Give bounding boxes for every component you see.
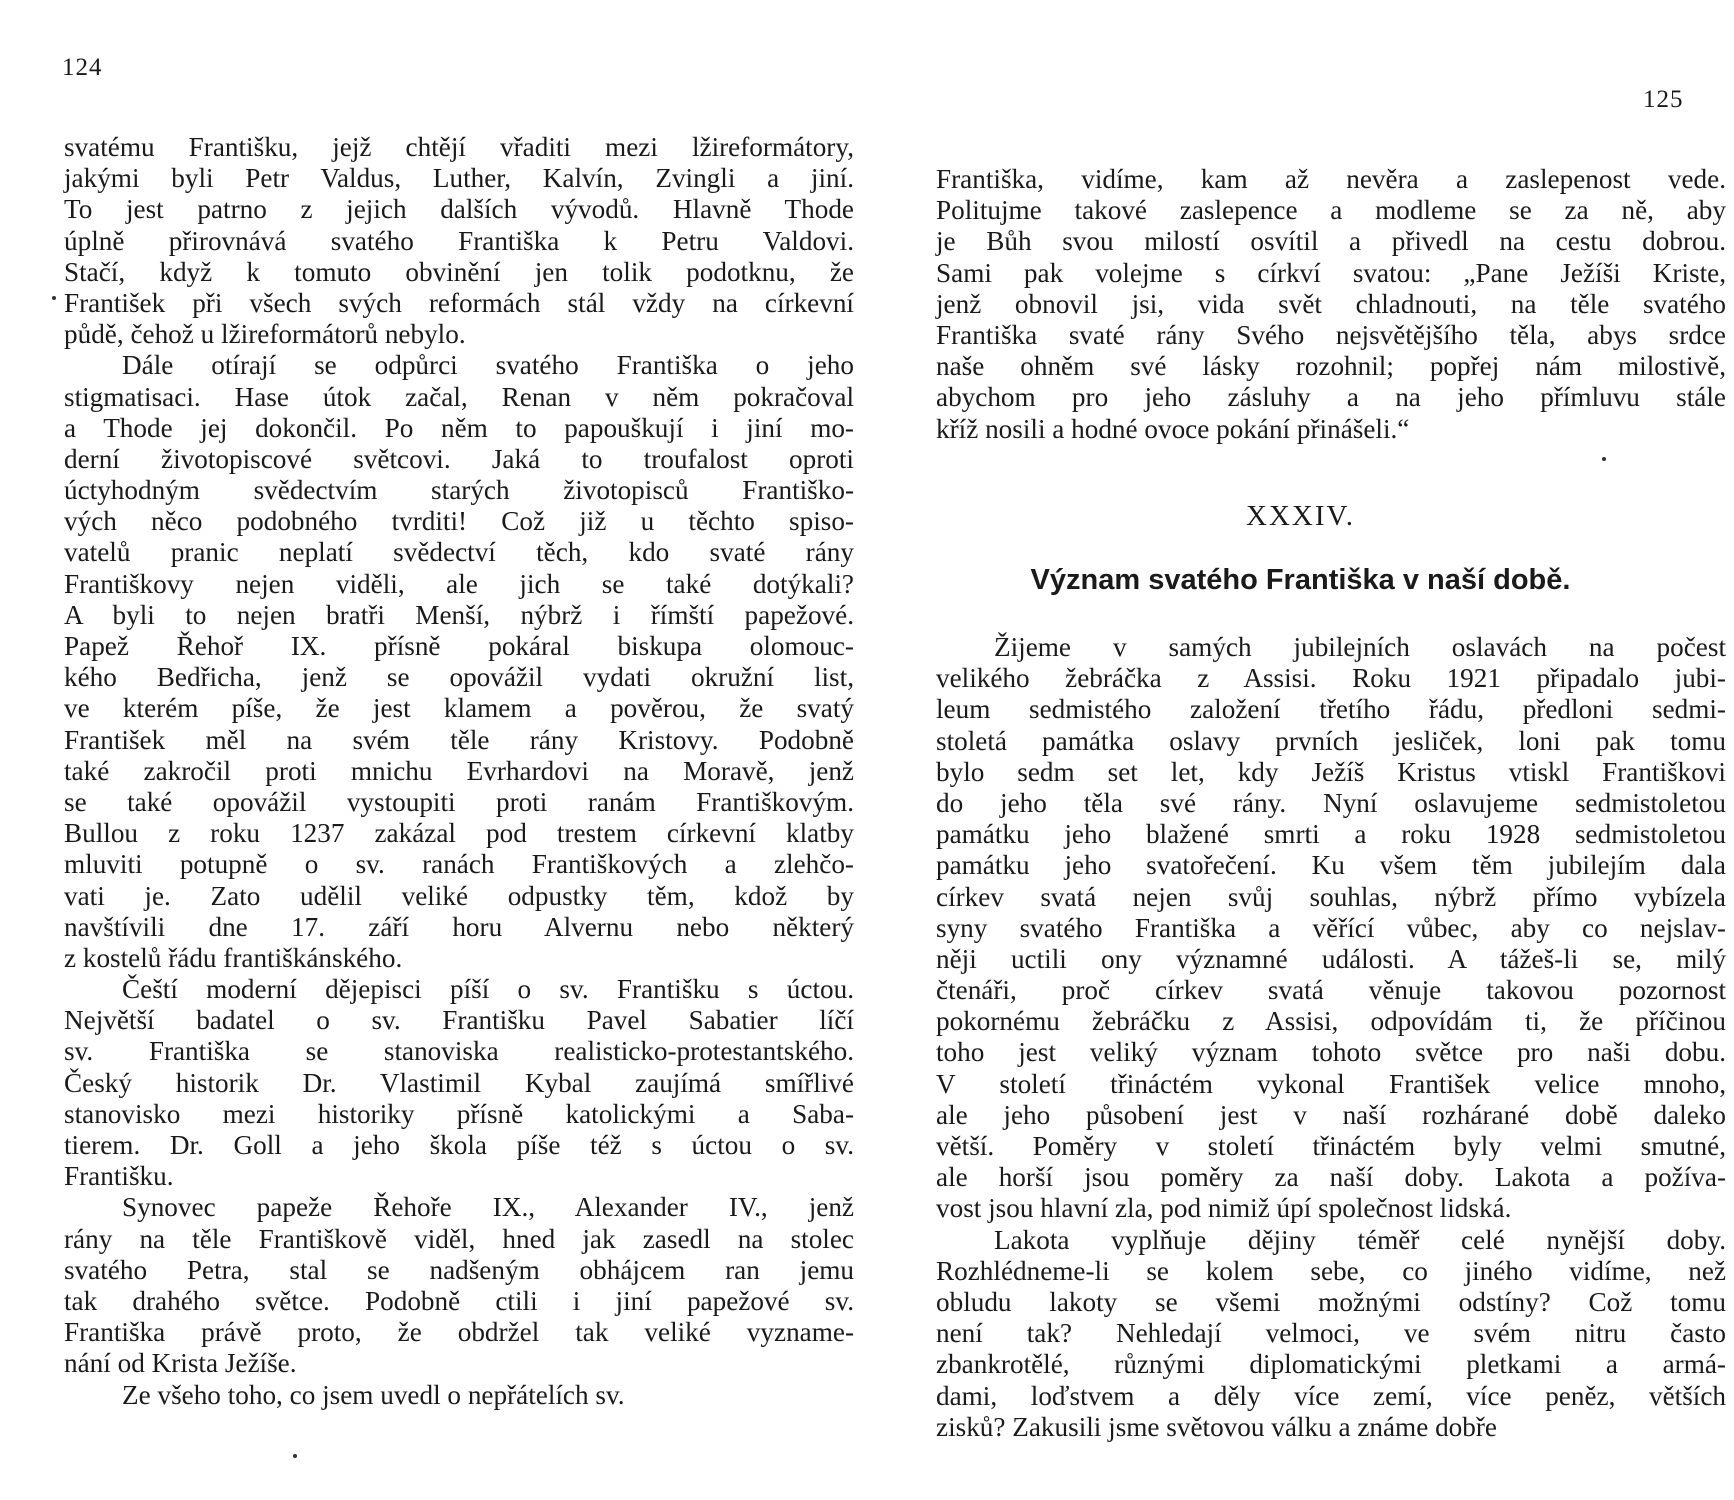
text-line: ale jeho působení jest v naší rozhárané době daleko xyxy=(936,1099,1726,1130)
text-line: kého Bedřicha, jenž se opovážil vydati okružní list, xyxy=(64,662,854,693)
text-line: To jest patrno z jejich dalších vývodů. Hlavně Thode xyxy=(64,194,854,225)
left-page-text xyxy=(64,132,854,1411)
text-line: zisků? Zakusili jsme světovou válku a známe dobře xyxy=(936,1411,1497,1442)
text-line: Františka, vidíme, kam až nevěra a zaslepenost vede. xyxy=(936,164,1726,194)
stray-mark xyxy=(1602,457,1606,461)
text-line: Dále otírají se odpůrci svatého Františka o jeho xyxy=(122,350,854,381)
text-line: vati je. Zato udělil veliké odpustky těm, kdož by xyxy=(64,880,854,911)
text-line: půdě, čehož u lžireformátorů nebylo. xyxy=(64,319,466,350)
text-line: Rozhlédneme-li se kolem sebe, co jiného vidíme, než xyxy=(936,1255,1726,1286)
text-line: stigmatisaci. Hase útok začal, Renan v něm pokračoval xyxy=(64,381,854,412)
text-line: svatému Františku, jejž chtějí vřaditi mezi lžireformátory, xyxy=(64,132,854,162)
text-line: vých něco podobného tvrditi! Což již u těchto spiso- xyxy=(64,506,854,537)
text-line: úctyhodným svědectvím starých životopisců Františko- xyxy=(64,475,854,506)
text-line: Synovec papeže Řehoře IX., Alexander IV., jenž xyxy=(122,1192,854,1223)
text-line: Lakota vyplňuje dějiny téměř celé nynější doby. xyxy=(994,1224,1726,1255)
chapter-number: XXXIV. xyxy=(1246,500,1355,532)
text-line: do jeho těla své rány. Nyní oslavujeme sedmistoletou xyxy=(936,787,1726,818)
text-line: Františkovy nejen viděli, ale jich se také dotýkali? xyxy=(64,568,854,599)
text-line: Největší badatel o sv. Františku Pavel Sabatier líčí xyxy=(64,1005,854,1036)
text-line: není tak? Nehledají velmoci, ve svém nitru často xyxy=(936,1318,1726,1349)
text-line: dami, loďstvem a děly více zemí, více peněz, větších xyxy=(936,1380,1726,1411)
text-line: leum sedmistého založení třetího řádu, předloni sedmi- xyxy=(936,694,1726,725)
text-line: jakými byli Petr Valdus, Luther, Kalvín, Zvingli a jiní. xyxy=(64,163,854,194)
text-line: památku jeho svatořečení. Ku všem těm jubilejím dala xyxy=(936,850,1726,881)
text-line: V století třináctém vykonal František velice mnoho, xyxy=(936,1068,1726,1099)
text-line: Ze všeho toho, co jsem uvedl o nepřátelích sv. xyxy=(122,1379,625,1410)
text-line: Sami pak volejme s církví svatou: „Pane Ježíši Kriste, xyxy=(936,257,1726,288)
text-line: nání od Krista Ježíše. xyxy=(64,1348,297,1379)
text-line: Žijeme v samých jubilejních oslavách na počest xyxy=(994,632,1726,662)
text-line: Český historik Dr. Vlastimil Kybal zaujímá smířlivé xyxy=(64,1067,854,1098)
text-line: velikého žebráčka z Assisi. Roku 1921 připadalo jubi- xyxy=(936,663,1726,694)
text-line: Františka svaté rány Svého nejsvětějšího těla, abys srdce xyxy=(936,319,1726,350)
text-line: mluviti potupně o sv. ranách Františkových a zlehčo- xyxy=(64,849,854,880)
text-line: čtenáři, proč církev svatá věnuje takovou pozornost xyxy=(936,975,1726,1006)
right-page-top-text xyxy=(936,164,1726,445)
text-line: derní životopiscové světcovi. Jaká to troufalost oproti xyxy=(64,443,854,474)
text-line: Stačí, když k tomuto obvinění jen tolik podotknu, že xyxy=(64,256,854,287)
text-line: jenž obnovil jsi, vida svět chladnouti, na těle svatého xyxy=(936,288,1726,319)
text-line: ve kterém píše, že jest klamem a pověrou, že svatý xyxy=(64,693,854,724)
stray-mark xyxy=(52,296,56,300)
text-line: tak drahého světce. Podobně ctili i jiní papežové sv. xyxy=(64,1285,854,1316)
text-line: stanovisko mezi historiky přísně katolickými a Saba- xyxy=(64,1098,854,1129)
text-line: z kostelů řádu františkánského. xyxy=(64,942,403,973)
text-line: vost jsou hlavní zla, pod nimiž úpí společnost lidská. xyxy=(936,1193,1512,1224)
text-line: obludu lakoty se všemi možnými odstíny? Což tomu xyxy=(936,1286,1726,1317)
text-line: toho jest veliký význam tohoto světce pro naši dobu. xyxy=(936,1037,1726,1068)
text-line: syny svatého Františka a věřící vůbec, aby co nejslav- xyxy=(936,912,1726,943)
text-line: se také opovážil vystoupiti proti ranám Františkovým. xyxy=(64,786,854,817)
text-line: vatelů pranic neplatí svědectví těch, kdo svaté rány xyxy=(64,537,854,568)
text-line: větší. Poměry v století třináctém byly velmi smutné, xyxy=(936,1131,1726,1161)
text-line: církev svatá nejen svůj souhlas, nýbrž přímo vybízela xyxy=(936,881,1726,912)
text-line: něji uctili ony významné události. A tážeš-li se, milý xyxy=(936,943,1726,974)
text-line: svatého Petra, stal se nadšeným obhájcem ran jemu xyxy=(64,1254,854,1285)
text-line: kříž nosili a hodné ovoce pokání přinášeli.“ xyxy=(936,413,1410,444)
text-line: památku jeho blažené smrti a roku 1928 sedmistoletou xyxy=(936,819,1726,850)
text-line: abychom pro jeho zásluhy a na jeho přímluvu stále xyxy=(936,382,1726,413)
text-line: také zakročil proti mnichu Evrhardovi na Moravě, jenž xyxy=(64,755,854,786)
text-line: Čeští moderní dějepisci píší o sv. Františku s úctou. xyxy=(122,974,854,1005)
text-line: Františka právě proto, že obdržel tak veliké vyzname- xyxy=(64,1317,854,1348)
text-line: bylo sedm set let, kdy Ježíš Kristus vtiskl Františkovi xyxy=(936,756,1726,787)
text-line: ale horší jsou poměry za naší doby. Lakota a požíva- xyxy=(936,1162,1726,1193)
text-line: navštívili dne 17. září horu Alvernu nebo některý xyxy=(64,911,854,942)
text-line: Františku. xyxy=(64,1161,174,1192)
text-line: je Bůh svou milostí osvítil a přivedl na cestu dobrou. xyxy=(936,226,1726,257)
text-line: stoletá památka oslavy prvních jesliček, loni pak tomu xyxy=(936,725,1726,756)
text-line: úplně přirovnává svatého Františka k Petru Valdovi. xyxy=(64,225,854,256)
stray-mark xyxy=(293,1454,297,1458)
page-number-left: 124 xyxy=(62,54,103,81)
page-number-right: 125 xyxy=(1643,86,1684,113)
text-line: pokornému žebráčku z Assisi, odpovídám ti, že příčinou xyxy=(936,1006,1726,1037)
text-line: Politujme takové zaslepence a modleme se za ně, aby xyxy=(936,195,1726,226)
text-line: rány na těle Františkově viděl, hned jak zasedl na stolec xyxy=(64,1223,854,1254)
text-line: a Thode jej dokončil. Po něm to papouškují i jiní mo- xyxy=(64,412,854,443)
text-line: zbankrotělé, různými diplomatickými pletkami a armá- xyxy=(936,1349,1726,1380)
text-line: František měl na svém těle rány Kristovy. Podobně xyxy=(64,724,854,755)
text-line: sv. Františka se stanoviska realisticko-protestantského. xyxy=(64,1036,854,1067)
right-page-body-text xyxy=(936,632,1726,1443)
right-page xyxy=(867,0,1734,1500)
text-line: naše ohněm své lásky rozohnil; popřej nám milostivě, xyxy=(936,351,1726,382)
text-line: tierem. Dr. Goll a jeho škola píše též s úctou o sv. xyxy=(64,1130,854,1160)
text-line: Bullou z roku 1237 zakázal pod trestem církevní klatby xyxy=(64,818,854,849)
chapter-title: Význam svatého Františka v naší době. xyxy=(1030,564,1571,596)
text-line: A byli to nejen bratři Menší, nýbrž i římští papežové. xyxy=(64,599,854,630)
text-line: Papež Řehoř IX. přísně pokáral biskupa olomouc- xyxy=(64,631,854,661)
text-line: František při všech svých reformách stál vždy na církevní xyxy=(64,287,854,318)
